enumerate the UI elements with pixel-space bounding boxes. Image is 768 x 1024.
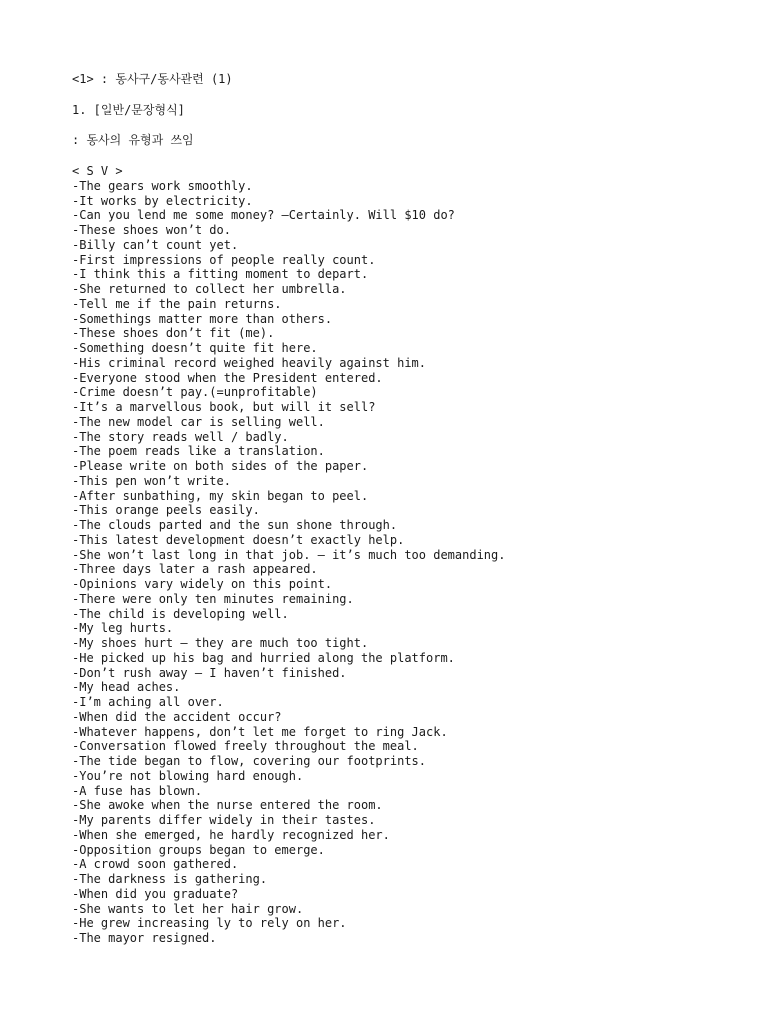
section-title: 1. [일반/문장형식]	[72, 102, 185, 117]
example-sentence: -The child is developing well.	[72, 606, 289, 621]
example-sentence: -First impressions of people really count.	[72, 252, 376, 267]
example-sentence-list	[72, 179, 752, 946]
example-sentence: -My head aches.	[72, 680, 181, 695]
example-sentence: -After sunbathing, my skin began to peel.	[72, 488, 369, 503]
sentence-pattern-label: < S V >	[72, 164, 123, 179]
example-sentence: -Everyone stood when the President entered.	[72, 370, 383, 385]
example-sentence: -Opposition groups began to emerge.	[72, 842, 325, 857]
example-sentence: -Don’t rush away – I haven’t finished.	[72, 665, 347, 680]
example-sentence: -There were only ten minutes remaining.	[72, 591, 354, 606]
example-sentence: -The mayor resigned.	[72, 931, 217, 946]
example-sentence: -She wants to let her hair grow.	[72, 901, 304, 916]
example-sentence: -Somethings matter more than others.	[72, 311, 333, 326]
example-sentence: -Three days later a rash appeared.	[72, 562, 318, 577]
example-sentence: -The story reads well / badly.	[72, 429, 289, 444]
example-sentence: -My shoes hurt – they are much too tight.	[72, 636, 369, 651]
example-sentence: -The tide began to flow, covering our footprints.	[72, 754, 427, 769]
example-sentence: -I think this a fitting moment to depart.	[72, 267, 369, 282]
example-sentence: -A fuse has blown.	[72, 783, 203, 798]
example-sentence: -Tell me if the pain returns.	[72, 296, 282, 311]
example-sentence: -When she emerged, he hardly recognized her.	[72, 827, 390, 842]
example-sentence: -It’s a marvellous book, but will it sell?	[72, 400, 376, 415]
example-sentence: -He grew increasing ly to rely on her.	[72, 916, 347, 931]
example-sentence: -You’re not blowing hard enough.	[72, 768, 304, 783]
example-sentence: -Crime doesn’t pay.(=unprofitable)	[72, 385, 318, 400]
example-sentence: -Whatever happens, don’t let me forget to ring Jack.	[72, 724, 448, 739]
example-sentence: -Conversation flowed freely throughout the meal.	[72, 739, 419, 754]
example-sentence: -The poem reads like a translation.	[72, 444, 325, 459]
example-sentence: -This pen won’t write.	[72, 473, 231, 488]
document-page	[72, 72, 752, 946]
example-sentence: -When did you graduate?	[72, 886, 239, 901]
example-sentence: -I’m aching all over.	[72, 695, 224, 710]
example-sentence: -This latest development doesn’t exactly help.	[72, 532, 405, 547]
example-sentence: -These shoes won’t do.	[72, 223, 231, 238]
example-sentence: -The new model car is selling well.	[72, 414, 325, 429]
example-sentence: -This orange peels easily.	[72, 503, 260, 518]
example-sentence: -It works by electricity.	[72, 193, 253, 208]
example-sentence: -Can you lend me some money? –Certainly. Will $10 do?	[72, 208, 455, 223]
example-sentence: -My leg hurts.	[72, 621, 174, 636]
example-sentence: -His criminal record weighed heavily against him.	[72, 355, 427, 370]
example-sentence: -A crowd soon gathered.	[72, 857, 239, 872]
example-sentence: -She awoke when the nurse entered the room.	[72, 798, 383, 813]
example-sentence: -Billy can’t count yet.	[72, 237, 239, 252]
example-sentence: -He picked up his bag and hurried along the platform.	[72, 650, 455, 665]
example-sentence: -These shoes don’t fit (me).	[72, 326, 275, 341]
section-subtitle: : 동사의 유형과 쓰임	[72, 133, 194, 148]
example-sentence: -The darkness is gathering.	[72, 872, 268, 887]
example-sentence: -The clouds parted and the sun shone through.	[72, 518, 398, 533]
example-sentence: -She returned to collect her umbrella.	[72, 282, 347, 297]
chapter-heading: <1> : 동사구/동사관련 (1)	[72, 72, 233, 86]
example-sentence: -The gears work smoothly.	[72, 178, 253, 193]
example-sentence: -She won’t last long in that job. – it’s much too demanding.	[72, 547, 506, 562]
example-sentence: -Please write on both sides of the paper.	[72, 459, 369, 474]
example-sentence: -Something doesn’t quite fit here.	[72, 341, 318, 356]
example-sentence: -Opinions vary widely on this point.	[72, 577, 333, 592]
example-sentence: -My parents differ widely in their tastes.	[72, 813, 376, 828]
example-sentence: -When did the accident occur?	[72, 709, 282, 724]
